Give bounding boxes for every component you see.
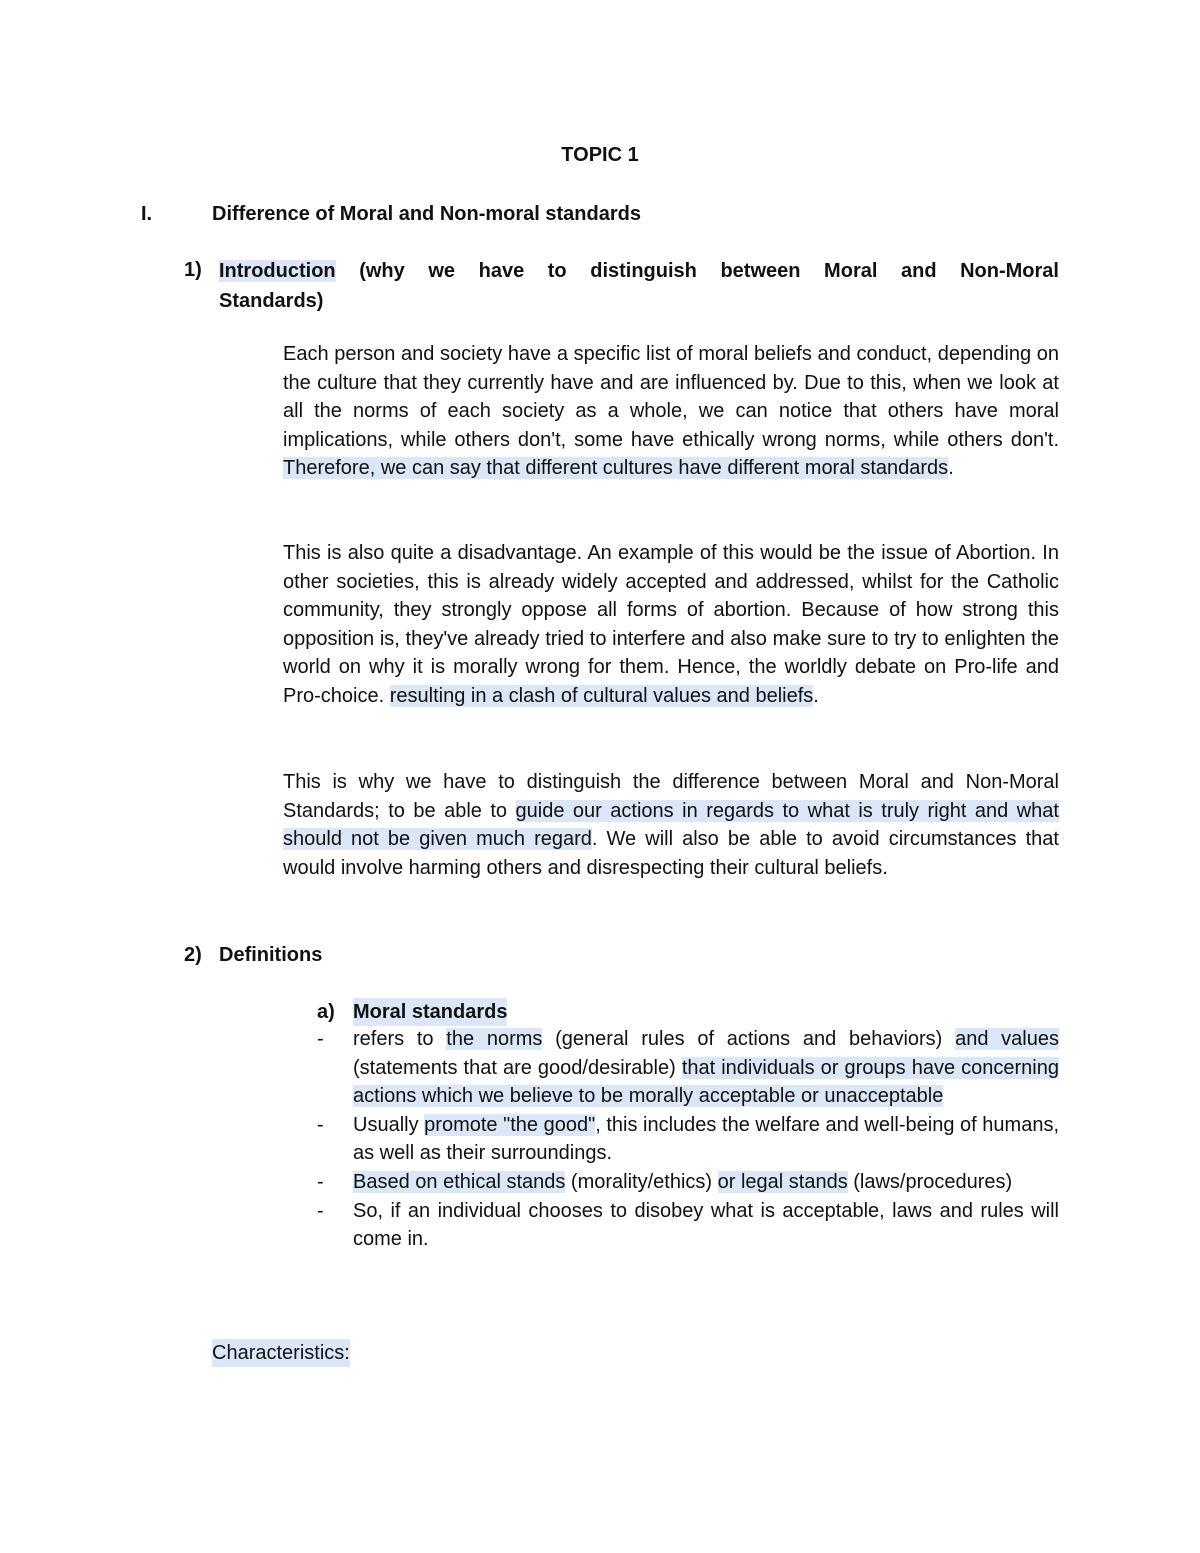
definitions-title: Definitions: [219, 944, 323, 966]
bullet-3-text-d: (laws/procedures): [847, 1170, 1013, 1193]
list-item: [317, 1197, 1059, 1254]
paragraph-1-text: Each person and society have a specific list of moral beliefs and conduct, depending on the culture that they currently have and are influenced by. Due to this, when we look at all the norms of each society as a whole, we can notice that others have moral implications, while others don't, some have ethically wrong norms, while others don't.: [283, 343, 1059, 451]
bullet-1-highlight-values: and values: [955, 1028, 1059, 1050]
moral-standards-letter: a): [317, 1001, 335, 1023]
bullet-3-highlight-legal: or legal stands: [717, 1170, 848, 1193]
bullet-dash: -: [317, 1113, 324, 1136]
bullet-dash: -: [317, 1170, 324, 1193]
intro-heading-line2: Standards): [219, 290, 324, 312]
bullet-3-text-b: (morality/ethics): [565, 1170, 718, 1193]
paragraph-2-highlight: resulting in a clash of cultural values and beliefs: [389, 684, 814, 707]
paragraph-2: [283, 539, 1059, 711]
characteristics-heading: Characteristics:: [212, 1339, 350, 1367]
bullet-1-text-e: (statements that are good/desirable): [353, 1056, 682, 1079]
paragraph-1: [283, 340, 1059, 483]
paragraph-2-end: .: [813, 684, 819, 707]
moral-standards-title: Moral standards: [353, 998, 507, 1026]
intro-number: 1): [184, 259, 202, 281]
paragraph-2-text: This is also quite a disadvantage. An example of this would be the issue of Abortion. In other societies, this is already widely accepted and addressed, whilst for the Catholic community, they strongly oppose all forms of abortion. Because of how strong this opposition is, they've already tried to interfere and also make sure to try to enlighten the world on why it is morally wrong for them. Hence, the worldly debate on Pro-life and Pro-choice.: [283, 542, 1059, 707]
page-title: TOPIC 1: [561, 144, 639, 166]
definitions-number: 2): [184, 944, 202, 966]
paragraph-3: [283, 768, 1059, 882]
bullet-1-text-a: refers to: [353, 1028, 447, 1050]
bullet-1-text-c: (general rules of actions and behaviors): [542, 1028, 956, 1050]
bullet-dash: -: [317, 1199, 324, 1222]
paragraph-3-text: This is why we have to distinguish the difference between Moral and Non-Moral Standards; to be able to: [283, 771, 1059, 822]
bullet-4-text: So, if an individual chooses to disobey what is acceptable, laws and rules will come in.: [353, 1199, 1059, 1251]
section-number: I.: [141, 203, 153, 225]
paragraph-1-highlight: Therefore, we can say that different cultures have different moral standards: [283, 457, 949, 480]
moral-standards-list: [317, 1025, 1059, 1254]
bullet-dash: -: [317, 1028, 324, 1050]
intro-heading-line1: (why we have to distinguish between Moral and Non-Moral: [335, 260, 1059, 282]
paragraph-3-end: . We will also be able to avoid circumstances that would involve harming others and disrespecting their cultural beliefs.: [283, 828, 1059, 879]
bullet-3-highlight-ethical: Based on ethical stands: [353, 1170, 566, 1193]
list-item: [317, 1168, 1059, 1197]
paragraph-1-end: .: [948, 457, 954, 480]
bullet-2-highlight: promote "the good": [424, 1113, 596, 1136]
list-item: [317, 1025, 1059, 1111]
intro-label: Introduction: [219, 260, 336, 282]
bullet-1-highlight-norms: the norms: [446, 1028, 543, 1050]
bullet-1-highlight-concerning: that individuals or groups have concerning actions which we believe to be morally acceptable or unacceptable: [353, 1056, 1059, 1108]
bullet-2-text-c: , this includes the welfare and well-being of humans, as well as their surroundings.: [353, 1113, 1060, 1165]
intro-heading: [219, 256, 1059, 316]
section-title: Difference of Moral and Non-moral standards: [212, 203, 641, 225]
list-item: [317, 1111, 1059, 1168]
bullet-2-text-a: Usually: [353, 1113, 425, 1136]
paragraph-3-highlight: guide our actions in regards to what is truly right and what should not be given much regard: [283, 799, 1059, 851]
